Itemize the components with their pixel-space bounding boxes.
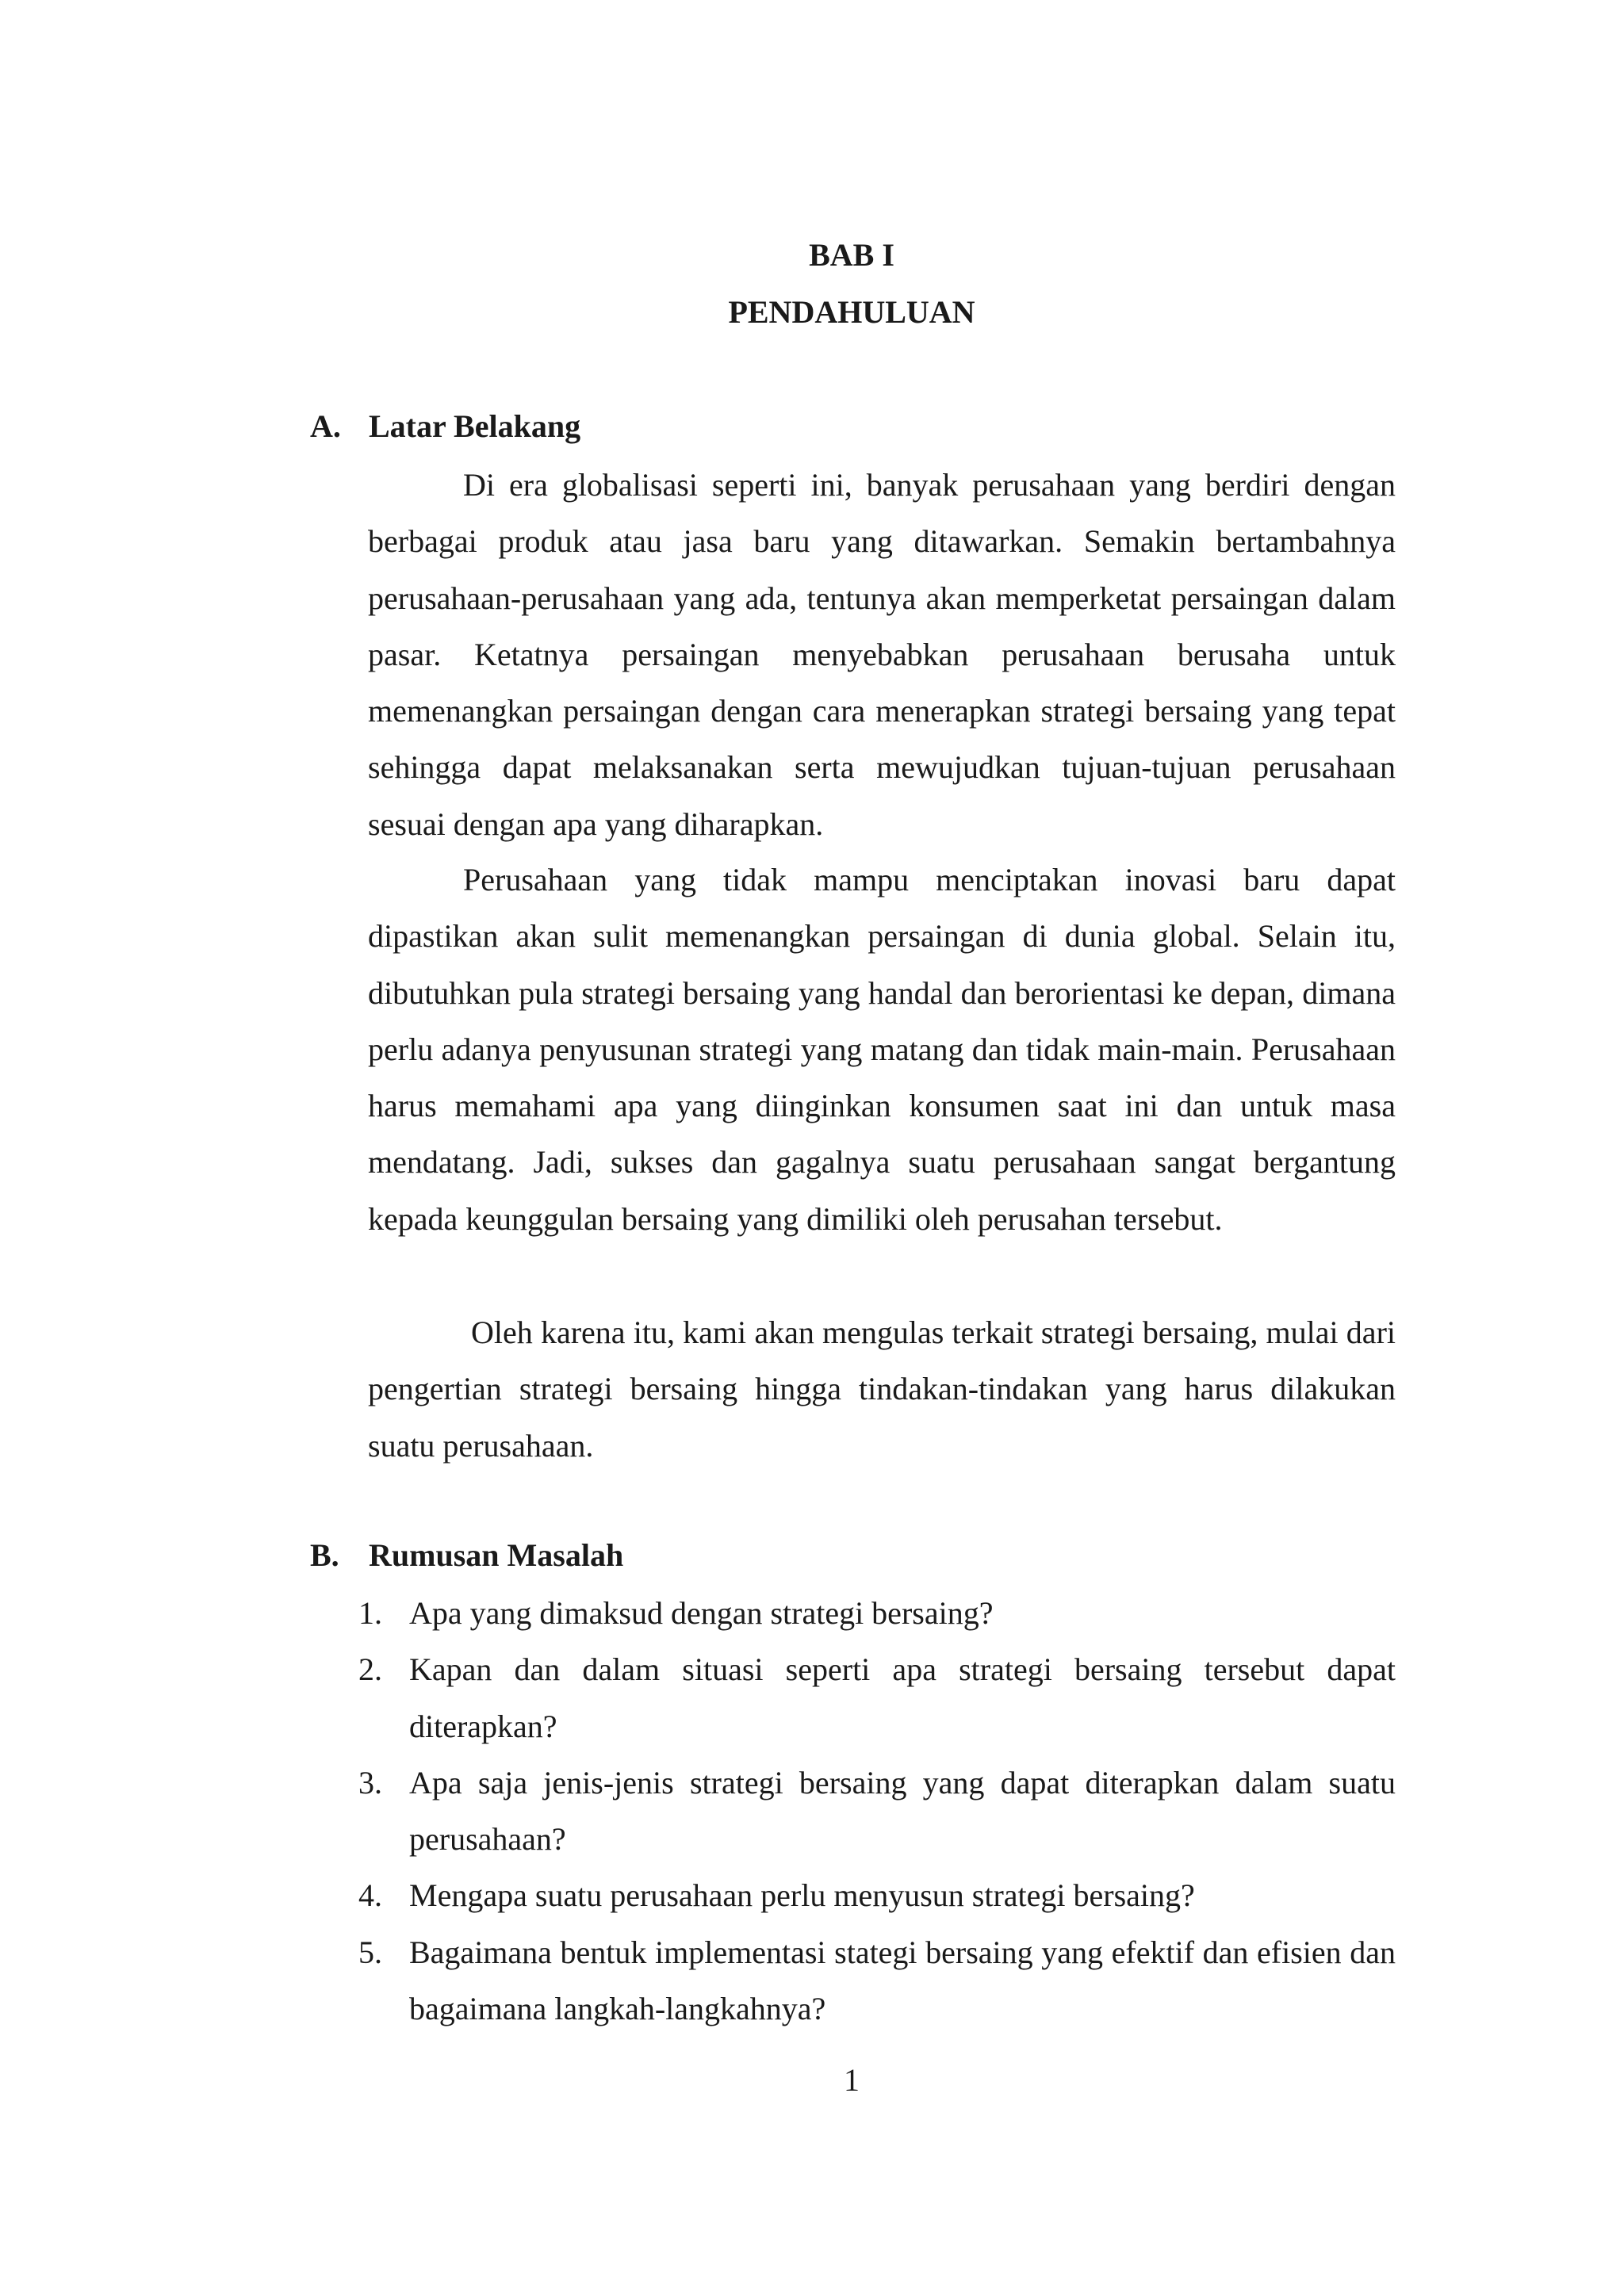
list-item-number: 5.	[358, 1934, 382, 1970]
list-item-text: Bagaimana bentuk implementasi stategi bersaing yang efektif dan efisien dan bagaimana langkah-langkahnya?	[409, 1934, 1396, 2027]
list-item-number: 3.	[358, 1764, 382, 1800]
paragraph: Perusahaan yang tidak mampu menciptakan inovasi baru dapat dipastikan akan sulit memenangkan persaingan di dunia global. Selain itu, dibutuhkan pula strategi bersaing yang handal dan berorientasi ke depan, dimana perlu adanya penyusunan strategi yang matang dan tidak main-main. Perusahaan harus memahami apa yang diinginkan konsumen saat ini dan untuk masa mendatang. Jadi, sukses dan gagalnya suatu perusahaan sangat bergantung kepada keunggulan bersaing yang dimiliki oleh perusahan tersebut.	[368, 862, 1396, 1237]
section-heading-rumusan-masalah	[310, 1536, 623, 1575]
section-heading-latar-belakang	[310, 408, 580, 446]
list-item-text: Kapan dan dalam situasi seperti apa strategi bersaing tersebut dapat diterapkan?	[409, 1651, 1396, 1744]
chapter-title: PENDAHULUAN	[728, 294, 975, 330]
list-item-text: Apa yang dimaksud dengan strategi bersaing?	[409, 1595, 994, 1631]
section-title: Latar Belakang	[369, 408, 581, 444]
problem-list	[358, 1585, 1396, 2037]
chapter-number: BAB I	[809, 237, 894, 273]
page-number: 1	[844, 2062, 860, 2098]
paragraph: Oleh karena itu, kami akan mengulas terkait strategi bersaing, mulai dari pengertian strategi bersaing hingga tindakan-tindakan yang harus dilakukan suatu perusahaan.	[368, 1314, 1396, 1464]
list-item	[358, 1867, 1396, 1923]
section-letter: A.	[310, 408, 341, 444]
list-item-number: 1.	[358, 1595, 382, 1631]
list-item	[358, 1585, 1396, 1641]
paragraph: Di era globalisasi seperti ini, banyak perusahaan yang berdiri dengan berbagai produk atau jasa baru yang ditawarkan. Semakin bertambahnya perusahaan-perusahaan yang ada, tentunya akan memperketat persaingan dalam pasar. Ketatnya persaingan menyebabkan perusahaan berusaha untuk memenangkan persaingan dengan cara menerapkan strategi bersaing yang tepat sehingga dapat melaksanakan serta mewujudkan tujuan-tujuan perusahaan sesuai dengan apa yang diharapkan.	[368, 467, 1396, 842]
section-title: Rumusan Masalah	[369, 1537, 624, 1573]
list-item	[358, 1755, 1396, 1868]
list-item-text: Mengapa suatu perusahaan perlu menyusun strategi bersaing?	[409, 1877, 1195, 1914]
list-item	[358, 1641, 1396, 1755]
section-letter: B.	[310, 1537, 339, 1573]
list-item-text: Apa saja jenis-jenis strategi bersaing yang dapat diterapkan dalam suatu perusahaan?	[409, 1764, 1396, 1858]
list-item-number: 2.	[358, 1651, 382, 1688]
list-item-number: 4.	[358, 1877, 382, 1914]
list-item	[358, 1924, 1396, 2038]
